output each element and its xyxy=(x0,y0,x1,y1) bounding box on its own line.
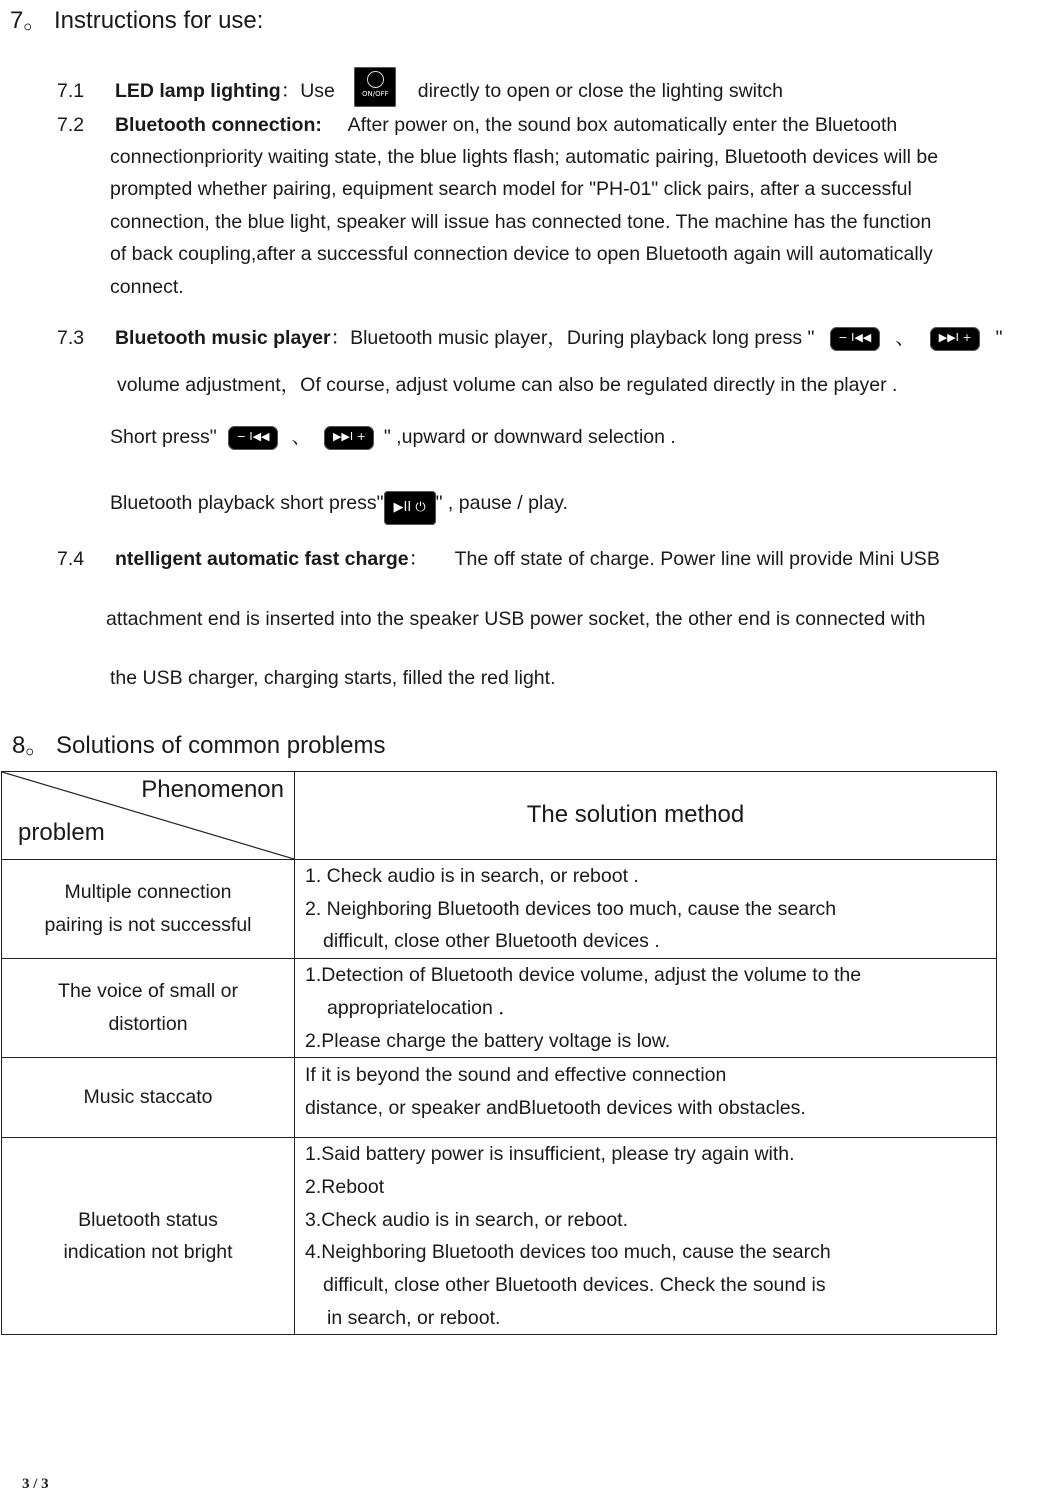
item-7-4-number: 7.4 xyxy=(57,548,85,570)
table-header-row xyxy=(2,772,997,860)
item-7-1: 7.1 LED lamp lighting：Use ON/OFF directly to open or close the lighting switch xyxy=(57,67,783,107)
item-7-2-line: prompted whether pairing, equipment search model for "PH-01" click pairs, after a successful xyxy=(110,178,912,200)
item-7-2-line: connectionpriority waiting state, the blue lights flash; automatic pairing, Bluetooth devices will be xyxy=(110,146,939,168)
problem-cell: The voice of small or distortion xyxy=(2,959,295,1058)
problem-cell: Bluetooth status indication not bright xyxy=(2,1138,295,1335)
item-7-1-number: 7.1 xyxy=(57,80,85,102)
table-row xyxy=(2,1138,997,1335)
header-solution-method: The solution method xyxy=(295,772,997,860)
previous-track-button-icon: − I◀◀ xyxy=(228,426,278,450)
header-phenomenon: Phenomenon xyxy=(141,776,284,803)
item-7-3-number: 7.3 xyxy=(57,327,85,349)
section-8-title: 8。 Solutions of common problems xyxy=(12,732,386,759)
next-track-button-icon: ▶▶I + xyxy=(324,426,374,450)
item-7-3-heading: 7.3 Bluetooth music player：Bluetooth music player，During playback long press " − I◀◀ 、 ▶▶I + " xyxy=(57,327,1003,349)
item-7-3-label: Bluetooth music player xyxy=(114,327,331,349)
table-row xyxy=(2,959,997,1058)
table-row xyxy=(2,860,997,959)
item-7-4-heading: 7.4 ntelligent automatic fast charge： The off state of charge. Power line will provide Mini USB xyxy=(57,548,940,570)
next-volume-up-button-icon: ▶▶I + xyxy=(930,327,980,351)
item-7-2-number: 7.2 xyxy=(57,114,85,136)
item-7-4-line: the USB charger, charging starts, filled the red light. xyxy=(110,667,556,689)
item-7-4-label: ntelligent automatic fast charge xyxy=(114,548,409,570)
solution-cell: 1.Detection of Bluetooth device volume, adjust the volume to the appropriatelocation ． 2.Please charge the battery voltage is low. xyxy=(295,959,997,1058)
problem-cell: Music staccato xyxy=(2,1058,295,1138)
item-7-2-line: connect. xyxy=(110,276,184,298)
item-7-1-label: LED lamp lighting xyxy=(114,80,281,102)
item-7-2-line: of back coupling,after a successful connection device to open Bluetooth again will automatically xyxy=(110,243,933,265)
item-7-2-line: connection, the blue light, speaker will issue has connected tone. The machine has the function xyxy=(110,211,932,233)
table-header-diagonal-cell xyxy=(2,772,295,860)
header-problem: problem xyxy=(18,819,105,846)
solutions-table xyxy=(1,771,997,1335)
section-7-title: 7。 Instructions for use: xyxy=(10,7,264,34)
page-number: 3 / 3 xyxy=(22,1476,49,1492)
problem-cell: Multiple connection pairing is not successful xyxy=(2,860,295,959)
item-7-2-heading: 7.2 Bluetooth connection: After power on, the sound box automatically enter the Bluetooth xyxy=(57,114,898,136)
solution-cell: 1.Said battery power is insufficient, please try again with. 2.Reboot 3.Check audio is in search, or reboot. 4.Neighboring Bluetooth devices too much, cause the search difficult, close other Bluetooth devices. Check the sound is in search, or reboot. xyxy=(295,1138,997,1335)
table-row xyxy=(2,1058,997,1138)
solution-cell: If it is beyond the sound and effective connection distance, or speaker andBluetooth devices with obstacles. xyxy=(295,1058,997,1138)
led-on-off-button-icon: ON/OFF xyxy=(354,67,396,107)
play-pause-power-button-icon: ▶II ⏻ xyxy=(384,491,436,525)
item-7-4-line: attachment end is inserted into the speaker USB power socket, the other end is connected with xyxy=(106,608,926,630)
item-7-3-short-press: Short press" − I◀◀ 、 ▶▶I + " ,upward or downward selection . xyxy=(110,426,676,448)
item-7-3-play-pause: Bluetooth playback short press" ▶II ⏻ " , pause / play. xyxy=(110,487,568,525)
previous-volume-down-button-icon: − I◀◀ xyxy=(830,327,880,351)
item-7-3-line: volume adjustment，Of course, adjust volume can also be regulated directly in the player . xyxy=(117,374,898,396)
item-7-2-label: Bluetooth connection: xyxy=(114,114,322,136)
solution-cell: 1. Check audio is in search, or reboot . 2. Neighboring Bluetooth devices too much, cause the search difficult, close other Bluetooth devices . xyxy=(295,860,997,959)
